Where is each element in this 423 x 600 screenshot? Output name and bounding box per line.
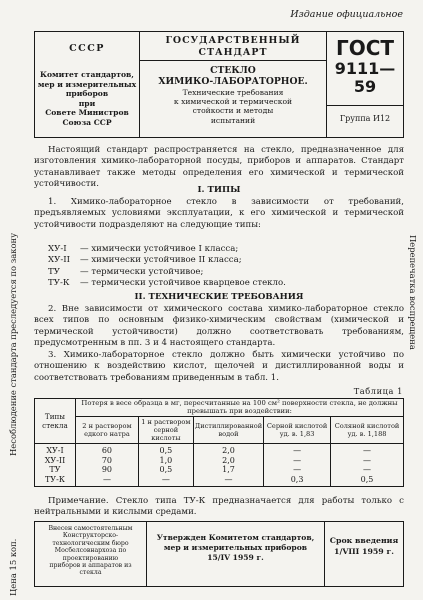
group-label: Группа И12 bbox=[339, 114, 391, 123]
table-label: Таблица 1 bbox=[353, 386, 403, 396]
submitted-by: Внесен самостоятельным Конструкторско-технологическим бюро Мосбелсовнархоза по проектированию приборов и аппаратов из стекла bbox=[35, 522, 147, 586]
header-block bbox=[34, 31, 404, 138]
price-label: Цена 15 коп. bbox=[8, 538, 18, 596]
paragraph-2: 2. Вне зависимости от химического состава химико-лабораторное стекло всех типов по основным физико-химическим свойствам (химической и термической устойчивости) должно соответствовать требованиям, предусмотренным в пп. 3 и 4 настоящего стандарта. bbox=[34, 304, 404, 348]
intro-paragraph: Настоящий стандарт распространяется на стекло, предназначенное для изготовления химико-лабораторной посуды, приборов и аппаратов. Стандарт устанавливает также методы определения его химической и термической устойчивости. bbox=[34, 145, 404, 189]
types-list bbox=[48, 244, 388, 290]
section-1-title: I. ТИПЫ bbox=[197, 185, 241, 195]
issuer-cell bbox=[35, 32, 140, 137]
group-header: Потеря в весе образца в мг, пересчитанные на 100 см² поверхности стекла, не должны превышать при воздействии: bbox=[75, 399, 403, 417]
approved-by: Утвержден Комитетом стандартов, мер и измерительных приборов 15/IV 1959 г. bbox=[147, 522, 325, 586]
gost-cell bbox=[327, 32, 403, 137]
col-header-type: Типы стекла bbox=[35, 399, 76, 444]
document-subtitle: Технические требования к химической и термической стойкости и методы испытаний bbox=[173, 88, 293, 125]
title-cell bbox=[140, 32, 327, 137]
col-header: 1 н раствором серной кислоты bbox=[138, 417, 193, 444]
standard-type: ГОСУДАРСТВЕННЫЙ СТАНДАРТ bbox=[165, 35, 301, 58]
section-2-title: II. ТЕХНИЧЕСКИЕ ТРЕБОВАНИЯ bbox=[134, 292, 304, 302]
paragraph-3: 3. Химико-лабораторное стекло должно быть химически устойчиво по отношению к воздействию кислот, щелочей и дистиллированной воды и соответствовать требованиям приведенным в табл. 1. bbox=[34, 350, 404, 383]
table-row: ХУ-I 60 0,5 2,0 — — bbox=[35, 444, 404, 456]
effective-date: Срок введения 1/VIII 1959 г. bbox=[329, 536, 399, 556]
col-header: Серной кислотой уд. в. 1,83 bbox=[264, 417, 331, 444]
table-row: ХУ-II 70 1,0 2,0 — — bbox=[35, 456, 404, 466]
list-item: ТУ — термически устойчивое; bbox=[48, 266, 204, 277]
footer-block bbox=[34, 521, 404, 587]
country-label: СССР bbox=[69, 43, 105, 54]
table-note: Примечание. Стекло типа ТУ-К предназначается для работы только с нейтральными и кислыми средами. bbox=[34, 496, 404, 518]
margin-note-left: Несоблюдение стандарта преследуется по закону bbox=[8, 232, 18, 456]
document-title: СТЕКЛО ХИМИКО-ЛАБОРАТОРНОЕ. bbox=[158, 65, 308, 87]
col-header: Дистиллированной водой bbox=[193, 417, 263, 444]
table-row: ТУ-К — — — 0,3 0,5 bbox=[35, 475, 404, 487]
section-1-paragraph: 1. Химико-лабораторное стекло в зависимости от требований, предъявляемых условиями эксплуатации, к его химической и термической устойчивости подразделяют на следующие типы: bbox=[34, 197, 404, 230]
table-row: ТУ 90 0,5 1,7 — — bbox=[35, 465, 404, 475]
gost-number: 9111—59 bbox=[334, 59, 396, 96]
col-header: Соляной кислотой уд. в. 1,188 bbox=[331, 417, 404, 444]
loss-table bbox=[34, 398, 404, 487]
list-item: ХУ-II — химически устойчивое II класса; bbox=[48, 255, 242, 266]
committee-name: Комитет стандартов, мер и измерительных приборов при Совете Министров Союза ССР bbox=[37, 70, 137, 127]
list-item: ТУ-К — термически устойчивое кварцевое стекло. bbox=[48, 278, 286, 289]
margin-note-right: Перепечатка воспрещена bbox=[408, 235, 418, 350]
col-header: 2 н раствором едкого натра bbox=[75, 417, 138, 444]
list-item: ХУ-I — химически устойчивое I класса; bbox=[48, 244, 239, 254]
gost-label: ГОСТ bbox=[335, 36, 395, 60]
edition-note: Издание официальное bbox=[290, 9, 403, 20]
